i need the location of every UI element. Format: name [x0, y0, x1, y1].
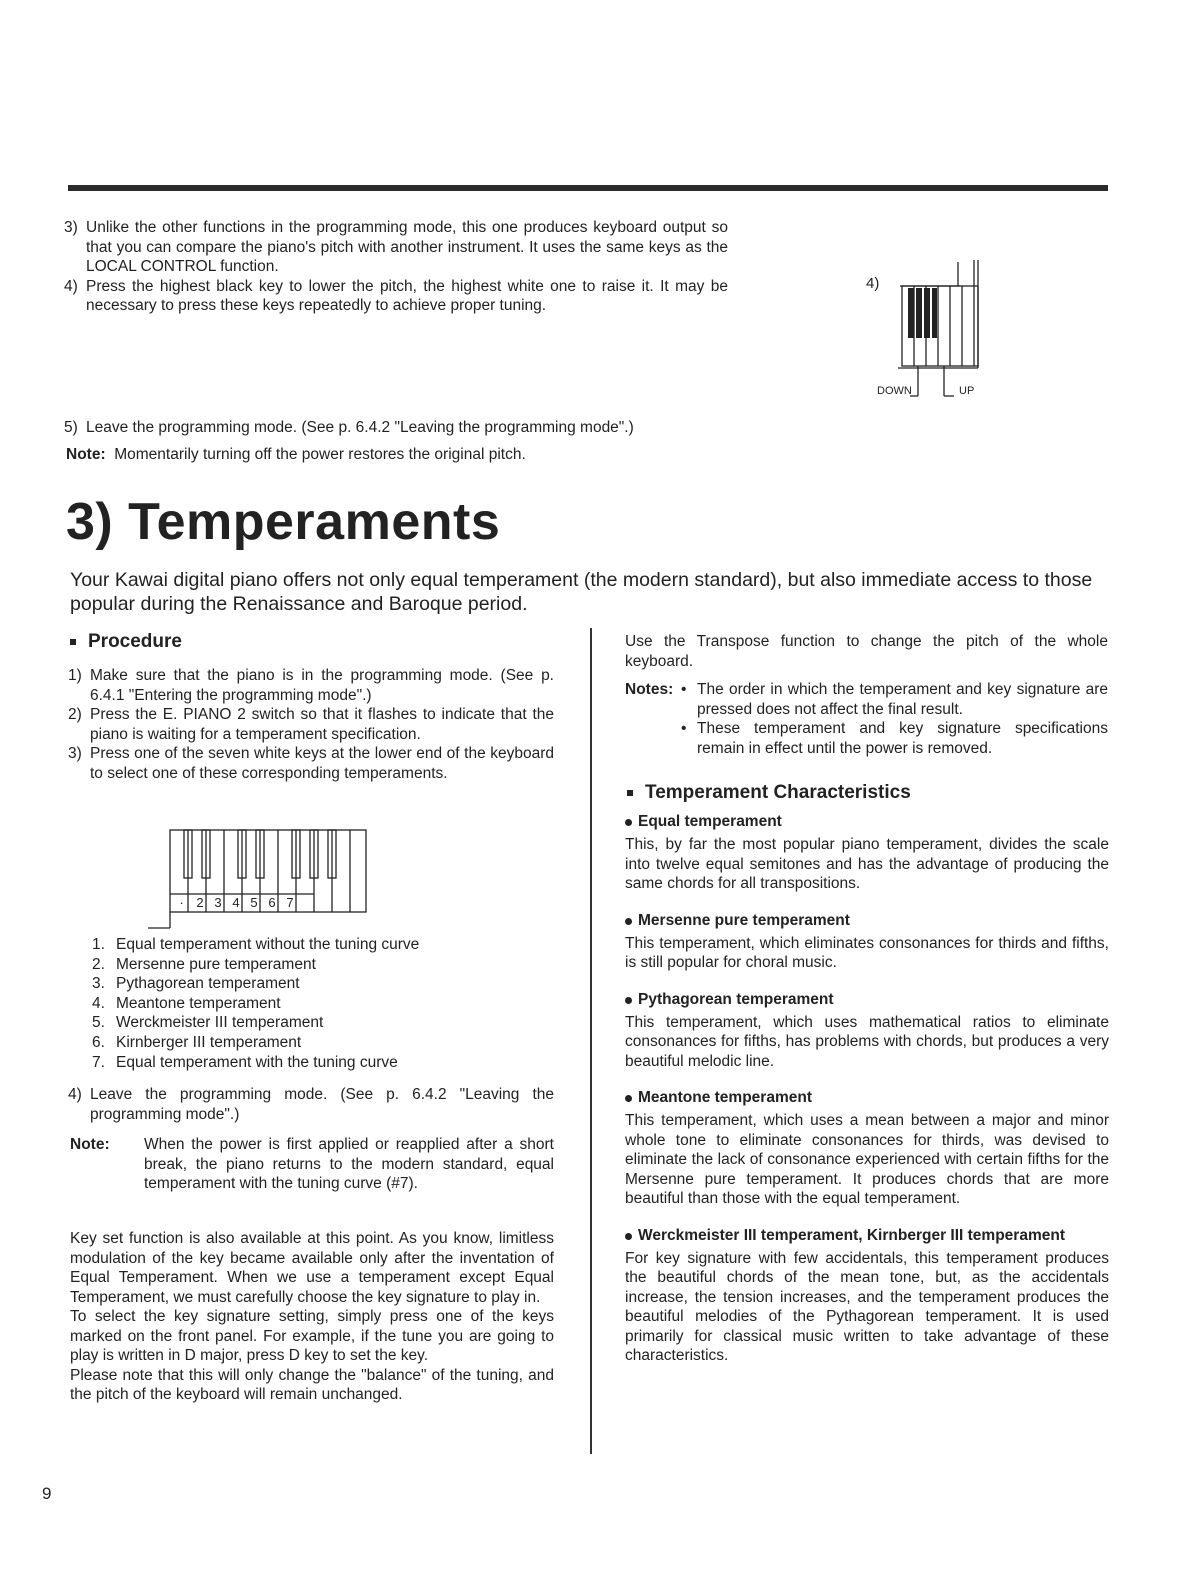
- key-label-6: 6: [268, 895, 276, 910]
- header-rule: [68, 185, 1108, 191]
- characteristic-pythagorean: Pythagorean temperament This temperament, which uses mathematical ratios to eliminate consonances for fifths, has problems with chords, but produces a very beautiful melodic line.: [625, 990, 1109, 1070]
- characteristic-werckmeister-kirnberger: Werckmeister III temperament, Kirnberger III temperament For key signature with few accidentals, this temperament produces the beautiful chords of the mean tone, but, as the accidentals increase, the tension increases, and the temperament produces the beautiful melodies of the Pythagorean temperament. It is used primarily for classical music written to take advantage of these characteristics.: [625, 1226, 1109, 1364]
- characteristic-equal: Equal temperament This, by far the most popular piano temperament, divides the scale into twelve equal semitones and has the advantage of producing the same chords for all transpositions.: [625, 813, 1109, 892]
- bullet-icon: [625, 819, 632, 826]
- temperament-keyboard-figure: [140, 828, 380, 933]
- page-number: 9: [42, 1484, 52, 1503]
- list-item: 1. Equal temperament without the tuning curve: [92, 936, 420, 953]
- bullet-icon: [625, 1233, 632, 1240]
- transpose-paragraph: Use the Transpose function to change the pitch of the whole keyboard.: [625, 633, 1108, 670]
- procedure-steps: [68, 666, 554, 783]
- square-bullet-icon: [627, 790, 633, 796]
- page-title: 3) Temperaments: [66, 493, 501, 551]
- procedure-step-2: 2) Press the E. PIANO 2 switch so that it flashes to indicate that the piano is waiting for a temperament specification.: [68, 706, 554, 743]
- top-note: Note: Momentarily turning off the power restores the original pitch.: [66, 446, 526, 463]
- list-item: 4. Meantone temperament: [92, 994, 281, 1012]
- list-item: 7. Equal temperament with the tuning curve: [92, 1053, 398, 1071]
- characteristic-mersenne: Mersenne pure temperament This temperament, which eliminates consonances for thirds and fifths, is still popular for choral music.: [625, 911, 1109, 971]
- top-step-3: 3) Unlike the other functions in the programming mode, this one produces keyboard output so that you can compare the piano's pitch with another instrument. It uses the same keys as the LOCAL CONTROL function.: [64, 219, 728, 275]
- top-steps: [64, 218, 728, 316]
- note-item-1: • The order in which the temperament and key signature are pressed does not affect the final result.: [681, 681, 1108, 718]
- key-label-5: 5: [250, 895, 258, 910]
- key-label-3: 3: [214, 895, 222, 910]
- characteristics-heading: Temperament Characteristics: [627, 782, 911, 804]
- note-item-2: • These temperament and key signature specifications remain in effect until the power is removed.: [681, 720, 1108, 757]
- characteristics-list: [625, 813, 1109, 1366]
- bullet-icon: [625, 918, 632, 925]
- key-label-7: 7: [286, 895, 294, 910]
- list-item: 6. Kirnberger III temperament: [92, 1033, 302, 1051]
- temperament-list: [92, 935, 552, 1072]
- key-set-paragraph-3: Please note that this will only change the "balance" of the tuning, and the pitch of the keyboard will remain unchanged.: [70, 1366, 554, 1403]
- procedure-note: Note: When the power is first applied or reapplied after a short break, the piano returns to the modern standard, equal temperament with the tuning curve (#7).: [70, 1136, 554, 1192]
- figure-top-label: 4): [866, 275, 880, 292]
- procedure-step-3: 3) Press one of the seven white keys at the lower end of the keyboard to select one of these corresponding temperaments.: [68, 745, 554, 782]
- down-label: DOWN: [877, 385, 912, 397]
- column-divider: [590, 628, 592, 1454]
- procedure-heading: Procedure: [70, 631, 182, 653]
- step-5: 5) Leave the programming mode. (See p. 6.4.2 "Leaving the programming mode".): [64, 419, 634, 436]
- list-item: 2. Mersenne pure temperament: [92, 955, 316, 973]
- intro-paragraph: Your Kawai digital piano offers not only equal temperament (the modern standard), but also immediate access to those popular during the Renaissance and Baroque period.: [70, 569, 1093, 615]
- list-item: 5. Werckmeister III temperament: [92, 1014, 324, 1032]
- key-label-4: 4: [232, 895, 240, 910]
- top-step-4: 4) Press the highest black key to lower the pitch, the highest white one to raise it. It may be necessary to press these keys repeatedly to achieve proper tuning.: [64, 277, 728, 314]
- key-label-1: ·: [179, 895, 184, 910]
- keyboard-tuning-figure: [870, 256, 990, 401]
- square-bullet-icon: [70, 639, 76, 645]
- key-set-paragraph-2: To select the key signature setting, simply press one of the keys marked on the front panel. For example, if the tune you are going to play is written in D major, press D key to set the key.: [70, 1308, 554, 1364]
- bullet-icon: [625, 1095, 632, 1102]
- procedure-step-4: 4) Leave the programming mode. (See p. 6.4.2 "Leaving the programming mode".): [68, 1086, 554, 1123]
- key-label-2: 2: [196, 895, 204, 910]
- list-item: 3. Pythagorean temperament: [92, 975, 300, 993]
- bullet-icon: [625, 997, 632, 1004]
- right-notes: Notes: • The order in which the temperament and key signature are pressed does not affect the final result. • These temperament and key signature specifications remain in effect until the power is removed.: [625, 681, 1108, 757]
- up-label: UP: [959, 385, 975, 397]
- procedure-step-1: 1) Make sure that the piano is in the programming mode. (See p. 6.4.1 "Entering the programming mode".): [68, 667, 554, 704]
- key-number-labels: [172, 895, 299, 910]
- key-set-section: [70, 1229, 554, 1405]
- key-set-paragraph-1: Key set function is also available at this point. As you know, limitless modulation of the key became available only after the inventation of Equal Temperament. When we use a temperament except Equal Temperament, we must carefully choose the key signature to play in.: [70, 1230, 554, 1306]
- characteristic-meantone: Meantone temperament This temperament, which uses a mean between a major and minor whole tone to eliminate consonances for thirds, was devised to eliminate the lack of consonance experienced with certain fifths for the Mersenne pure temperament. It produces chords that are more beautiful than those with the equal temperament.: [625, 1089, 1109, 1207]
